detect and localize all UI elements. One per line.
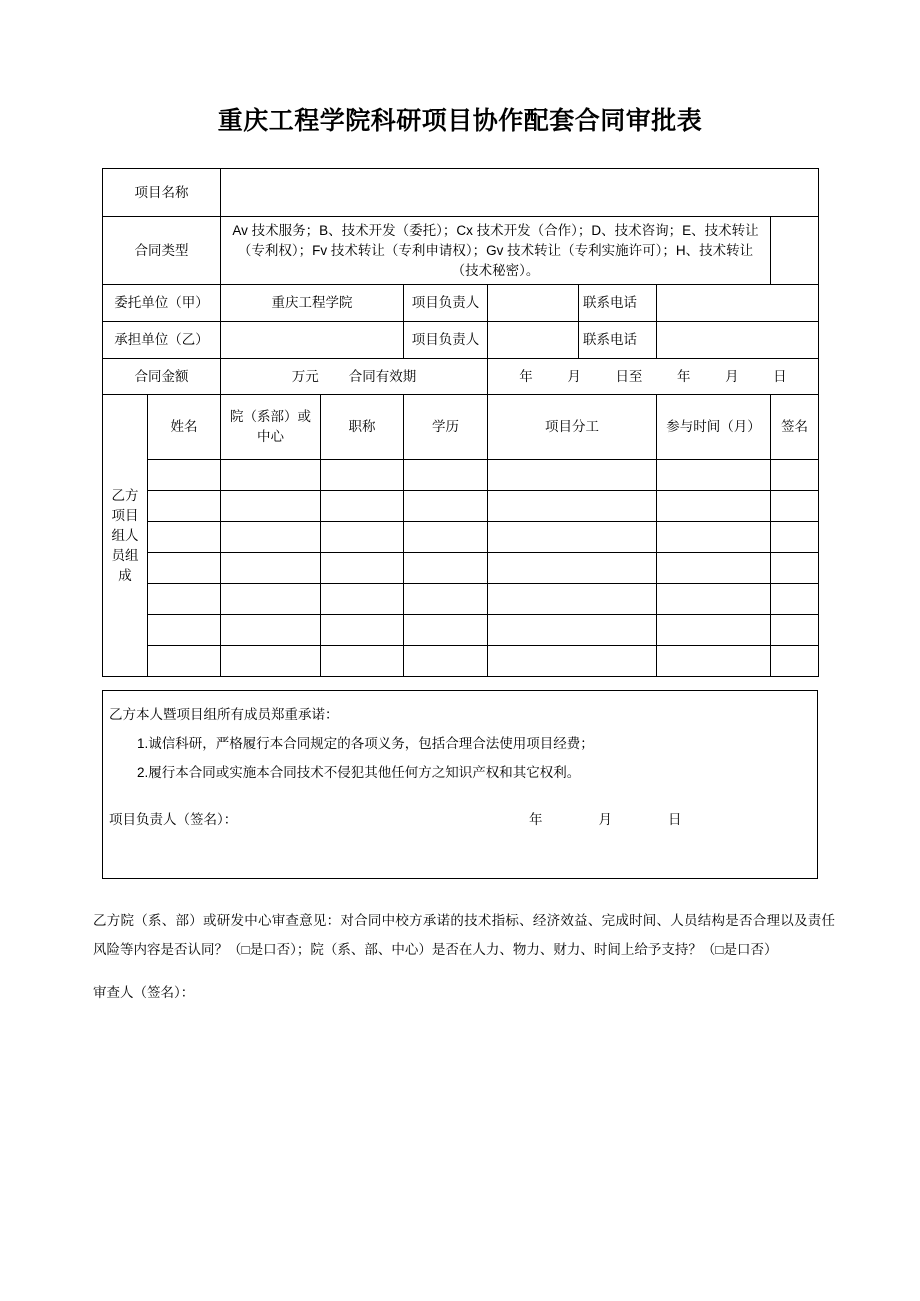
team-table-header-row	[103, 395, 819, 460]
team-cell-name[interactable]	[148, 491, 221, 522]
team-cell-education[interactable]	[404, 491, 488, 522]
team-cell-assignment[interactable]	[488, 491, 657, 522]
table-row	[103, 491, 819, 522]
validity-start-year: 年	[519, 368, 533, 384]
team-cell-title[interactable]	[321, 460, 404, 491]
team-cell-name[interactable]	[148, 615, 221, 646]
team-cell-education[interactable]	[404, 460, 488, 491]
team-cell-name[interactable]	[148, 522, 221, 553]
validity-end-month: 月	[725, 368, 739, 384]
team-cell-signature[interactable]	[771, 615, 819, 646]
team-cell-duration[interactable]	[657, 646, 771, 677]
table-row	[103, 584, 819, 615]
team-side-label	[103, 395, 148, 677]
undertake-phone-label: 联系电话	[579, 322, 657, 359]
promise-signature-date	[529, 809, 682, 831]
team-col-signature: 签名	[771, 395, 819, 460]
contract-validity-label: 合同有效期	[348, 368, 417, 384]
contract-type-label: 合同类型	[103, 217, 221, 285]
team-cell-department[interactable]	[221, 491, 321, 522]
team-cell-duration[interactable]	[657, 522, 771, 553]
contract-type-options: Av 技术服务；B、技术开发（委托）；Cx 技术开发（合作）；D、技术咨询；E、技术转让（专利权）；Fv 技术转让（专利申请权）；Gv 技术转让（专利实施许可）；H、技术转让（技术秘密）。	[221, 217, 771, 285]
undertake-unit-value[interactable]	[221, 322, 404, 359]
team-cell-title[interactable]	[321, 553, 404, 584]
team-col-department: 院（系部）或中心	[221, 395, 321, 460]
project-name-label: 项目名称	[103, 169, 221, 217]
table-row	[103, 646, 819, 677]
team-cell-title[interactable]	[321, 522, 404, 553]
team-cell-education[interactable]	[404, 584, 488, 615]
approval-form-table	[102, 168, 819, 677]
team-side-label-line-2: 项目	[111, 507, 139, 523]
promise-item-1: 1.诚信科研，严格履行本合同规定的各项义务，包括合理合法使用项目经费；	[137, 736, 594, 751]
promise-row	[103, 691, 818, 879]
team-cell-department[interactable]	[221, 615, 321, 646]
team-cell-education[interactable]	[404, 522, 488, 553]
team-cell-title[interactable]	[321, 615, 404, 646]
promise-signature-row	[109, 809, 811, 831]
promise-month: 月	[598, 812, 612, 827]
team-cell-department[interactable]	[221, 460, 321, 491]
team-cell-signature[interactable]	[771, 460, 819, 491]
team-cell-duration[interactable]	[657, 491, 771, 522]
team-cell-name[interactable]	[148, 646, 221, 677]
row-entrust-unit	[103, 285, 819, 322]
row-contract-amount	[103, 359, 819, 395]
page-title: 重庆工程学院科研项目协作配套合同审批表	[217, 107, 703, 135]
team-cell-assignment[interactable]	[488, 553, 657, 584]
contract-validity-cell[interactable]	[488, 359, 819, 395]
validity-end-day: 日	[773, 368, 787, 384]
project-name-value[interactable]	[221, 169, 819, 217]
promise-signature-label: 项目负责人（签名）：	[109, 812, 238, 827]
team-cell-department[interactable]	[221, 646, 321, 677]
team-cell-assignment[interactable]	[488, 615, 657, 646]
team-cell-name[interactable]	[148, 584, 221, 615]
entrust-phone-value[interactable]	[657, 285, 819, 322]
row-undertake-unit	[103, 322, 819, 359]
team-cell-department[interactable]	[221, 522, 321, 553]
entrust-phone-label: 联系电话	[579, 285, 657, 322]
entrust-leader-label: 项目负责人	[404, 285, 488, 322]
undertake-leader-label: 项目负责人	[404, 322, 488, 359]
team-cell-duration[interactable]	[657, 584, 771, 615]
review-opinion-text: 乙方院（系、部）或研发中心审查意见：对合同中校方承诺的技术指标、经济效益、完成时间、人员结构是否合理以及责任风险等内容是否认同？（□是口否）；院（系、部、中心）是否在人力、物力、财力、时间上给予支持？（□是口否）	[93, 913, 835, 957]
team-cell-signature[interactable]	[771, 491, 819, 522]
promise-heading: 乙方本人暨项目组所有成员郑重承诺：	[109, 707, 339, 722]
promise-day: 日	[668, 812, 682, 827]
team-cell-department[interactable]	[221, 553, 321, 584]
team-cell-signature[interactable]	[771, 584, 819, 615]
team-side-label-line-1: 乙方	[111, 487, 139, 503]
table-row	[103, 460, 819, 491]
team-cell-duration[interactable]	[657, 615, 771, 646]
undertake-leader-value[interactable]	[488, 322, 579, 359]
team-cell-signature[interactable]	[771, 646, 819, 677]
team-cell-assignment[interactable]	[488, 584, 657, 615]
entrust-leader-value[interactable]	[488, 285, 579, 322]
team-cell-assignment[interactable]	[488, 522, 657, 553]
team-cell-title[interactable]	[321, 584, 404, 615]
team-col-title: 职称	[321, 395, 404, 460]
entrust-unit-label: 委托单位（甲）	[103, 285, 221, 322]
team-cell-education[interactable]	[404, 646, 488, 677]
undertake-unit-label: 承担单位（乙）	[103, 322, 221, 359]
team-cell-duration[interactable]	[657, 553, 771, 584]
team-side-label-line-4: 员组	[111, 547, 139, 563]
contract-amount-unit: 万元	[291, 368, 319, 384]
team-cell-education[interactable]	[404, 553, 488, 584]
entrust-unit-value[interactable]: 重庆工程学院	[221, 285, 404, 322]
promise-item-2: 2.履行本合同或实施本合同技术不侵犯其他任何方之知识产权和其它权利。	[137, 765, 581, 780]
team-side-label-line-3: 组人	[111, 527, 139, 543]
reviewer-signature-label: 审查人（签名）：	[93, 985, 195, 1000]
row-contract-type	[103, 217, 819, 285]
row-project-name	[103, 169, 819, 217]
team-side-label-line-5: 成	[118, 567, 132, 583]
team-col-assignment: 项目分工	[488, 395, 657, 460]
team-cell-department[interactable]	[221, 584, 321, 615]
team-col-name: 姓名	[148, 395, 221, 460]
team-cell-education[interactable]	[404, 615, 488, 646]
validity-start-month: 月	[567, 368, 581, 384]
team-cell-signature[interactable]	[771, 522, 819, 553]
team-cell-assignment[interactable]	[488, 460, 657, 491]
team-cell-assignment[interactable]	[488, 646, 657, 677]
undertake-phone-value[interactable]	[657, 322, 819, 359]
team-cell-name[interactable]	[148, 460, 221, 491]
contract-type-spare-cell[interactable]	[771, 217, 819, 285]
table-row	[103, 553, 819, 584]
team-cell-name[interactable]	[148, 553, 221, 584]
promise-cell	[103, 691, 818, 879]
contract-amount-cell[interactable]	[221, 359, 488, 395]
table-row	[103, 615, 819, 646]
validity-end-year: 年	[677, 368, 691, 384]
promise-year: 年	[529, 812, 543, 827]
team-cell-duration[interactable]	[657, 460, 771, 491]
team-col-education: 学历	[404, 395, 488, 460]
promise-block-table	[102, 690, 818, 879]
validity-start-day: 日至	[615, 368, 643, 384]
contract-amount-label: 合同金额	[103, 359, 221, 395]
team-cell-title[interactable]	[321, 491, 404, 522]
table-row	[103, 522, 819, 553]
team-cell-title[interactable]	[321, 646, 404, 677]
team-cell-signature[interactable]	[771, 553, 819, 584]
team-col-duration: 参与时间（月）	[657, 395, 771, 460]
